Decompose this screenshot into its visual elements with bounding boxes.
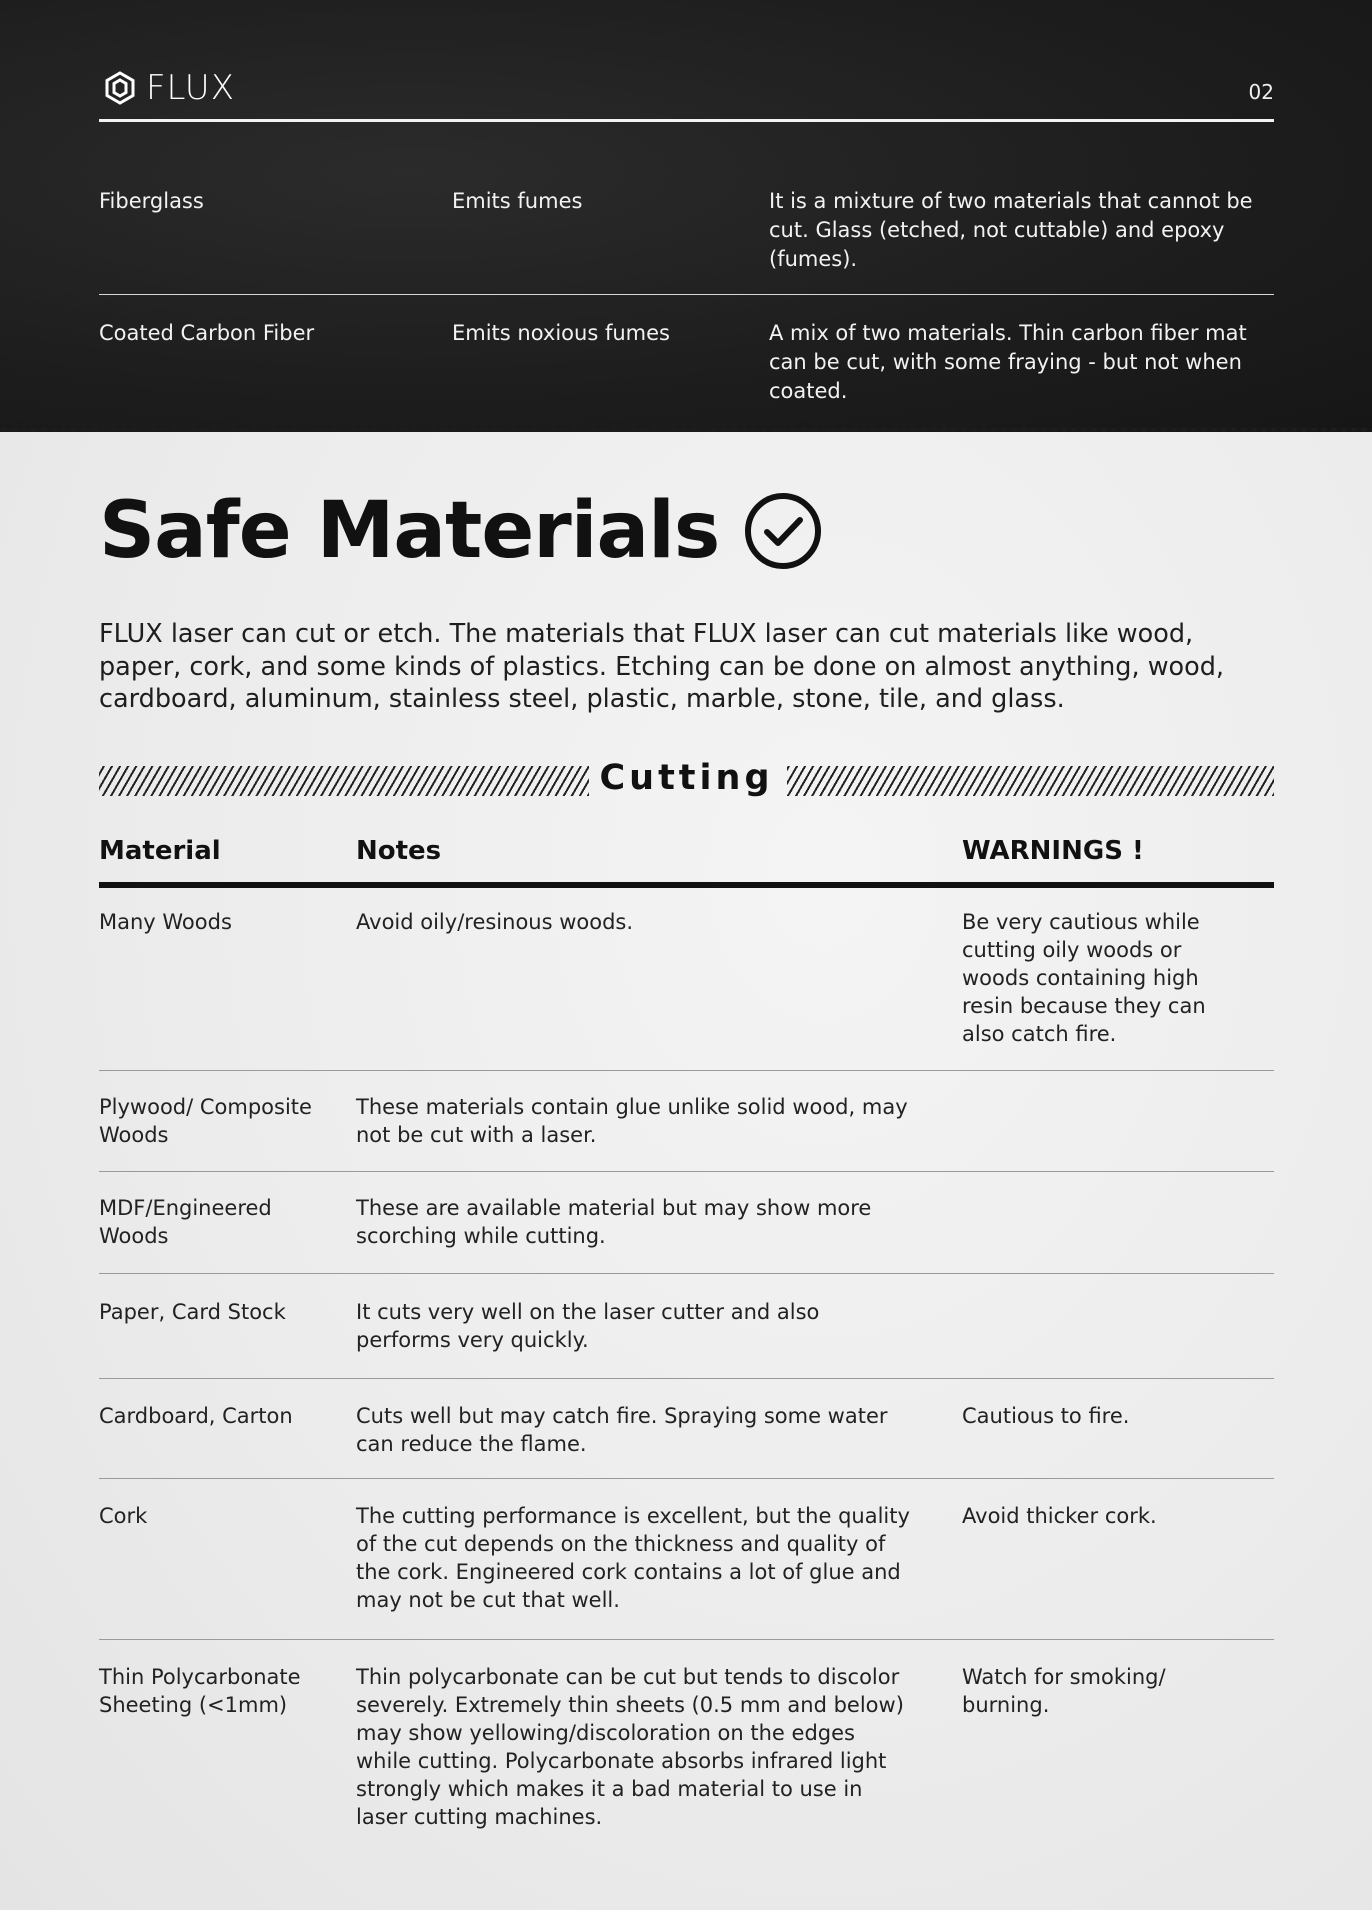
hazard-note: A mix of two materials. Thin carbon fiber mat can be cut, with some fraying - but not when coated.	[769, 321, 1247, 403]
row-warning: Be very cautious while cutting oily woods or woods containing high resin because they can also catch fire.	[962, 910, 1206, 1046]
row-divider	[99, 294, 1274, 295]
row-divider	[99, 1639, 1274, 1640]
header-divider	[99, 882, 1274, 888]
row-material: Paper, Card Stock	[99, 1300, 286, 1324]
hazard-material: Fiberglass	[99, 189, 204, 213]
row-notes: Thin polycarbonate can be cut but tends to discolor severely. Extremely thin sheets (0.5 mm and below) may show yellowing/discoloration on the edges while cutting. Polycarbonate absorbs infrared light strongly which makes it a bad material to use in laser cutting machines.	[356, 1665, 904, 1829]
row-material: Cardboard, Carton	[99, 1404, 293, 1428]
row-warning: Avoid thicker cork.	[962, 1504, 1157, 1528]
row-notes: Avoid oily/resinous woods.	[356, 910, 634, 934]
hazard-note: It is a mixture of two materials that cannot be cut. Glass (etched, not cuttable) and epoxy (fumes).	[769, 189, 1253, 271]
cutting-heading	[99, 758, 1274, 798]
row-notes: It cuts very well on the laser cutter and also performs very quickly.	[356, 1300, 820, 1352]
header-warnings: WARNINGS !	[962, 836, 1144, 866]
page-number: 02	[1248, 80, 1274, 104]
row-material: Cork	[99, 1504, 148, 1528]
brand-name: FLUX	[146, 68, 235, 108]
page-title: Safe Materials	[99, 486, 720, 576]
row-divider	[99, 1171, 1274, 1172]
row-warning: Cautious to fire.	[962, 1404, 1130, 1428]
row-divider	[99, 1378, 1274, 1379]
hazard-material: Coated Carbon Fiber	[99, 321, 315, 345]
row-notes: The cutting performance is excellent, but the quality of the cut depends on the thickness and quality of the cork. Engineered cork contains a lot of glue and may not be cut that well.	[356, 1504, 910, 1612]
intro-paragraph: FLUX laser can cut or etch. The materials that FLUX laser can cut materials like wood, paper, cork, and some kinds of plastics. Etching can be done on almost anything, wood, cardboard, aluminum, stainless steel, plastic, marble, stone, tile, and glass.	[99, 619, 1225, 714]
check-circle-icon	[743, 491, 823, 571]
row-material: Many Woods	[99, 910, 232, 934]
row-material: Thin Polycarbonate Sheeting (<1mm)	[99, 1665, 301, 1717]
row-material: MDF/Engineered Woods	[99, 1196, 272, 1248]
header-material: Material	[99, 836, 221, 866]
row-divider	[99, 1273, 1274, 1274]
header-notes: Notes	[356, 836, 442, 866]
hazard-section	[0, 0, 1372, 432]
row-divider	[99, 1070, 1274, 1071]
section-title	[99, 486, 823, 576]
row-notes: Cuts well but may catch fire. Spraying some water can reduce the flame.	[356, 1404, 888, 1456]
row-divider	[99, 1478, 1274, 1479]
hazard-effect: Emits noxious fumes	[452, 321, 670, 345]
row-warning: Watch for smoking/ burning.	[962, 1665, 1166, 1717]
cutting-label: Cutting	[599, 758, 774, 798]
header-divider	[99, 119, 1274, 122]
row-material: Plywood/ Composite Woods	[99, 1095, 312, 1147]
row-notes: These are available material but may show more scorching while cutting.	[356, 1196, 872, 1248]
row-notes: These materials contain glue unlike solid wood, may not be cut with a laser.	[356, 1095, 908, 1147]
hazard-effect: Emits fumes	[452, 189, 583, 213]
flux-logo-icon	[104, 71, 136, 105]
brand-logo	[104, 68, 235, 108]
